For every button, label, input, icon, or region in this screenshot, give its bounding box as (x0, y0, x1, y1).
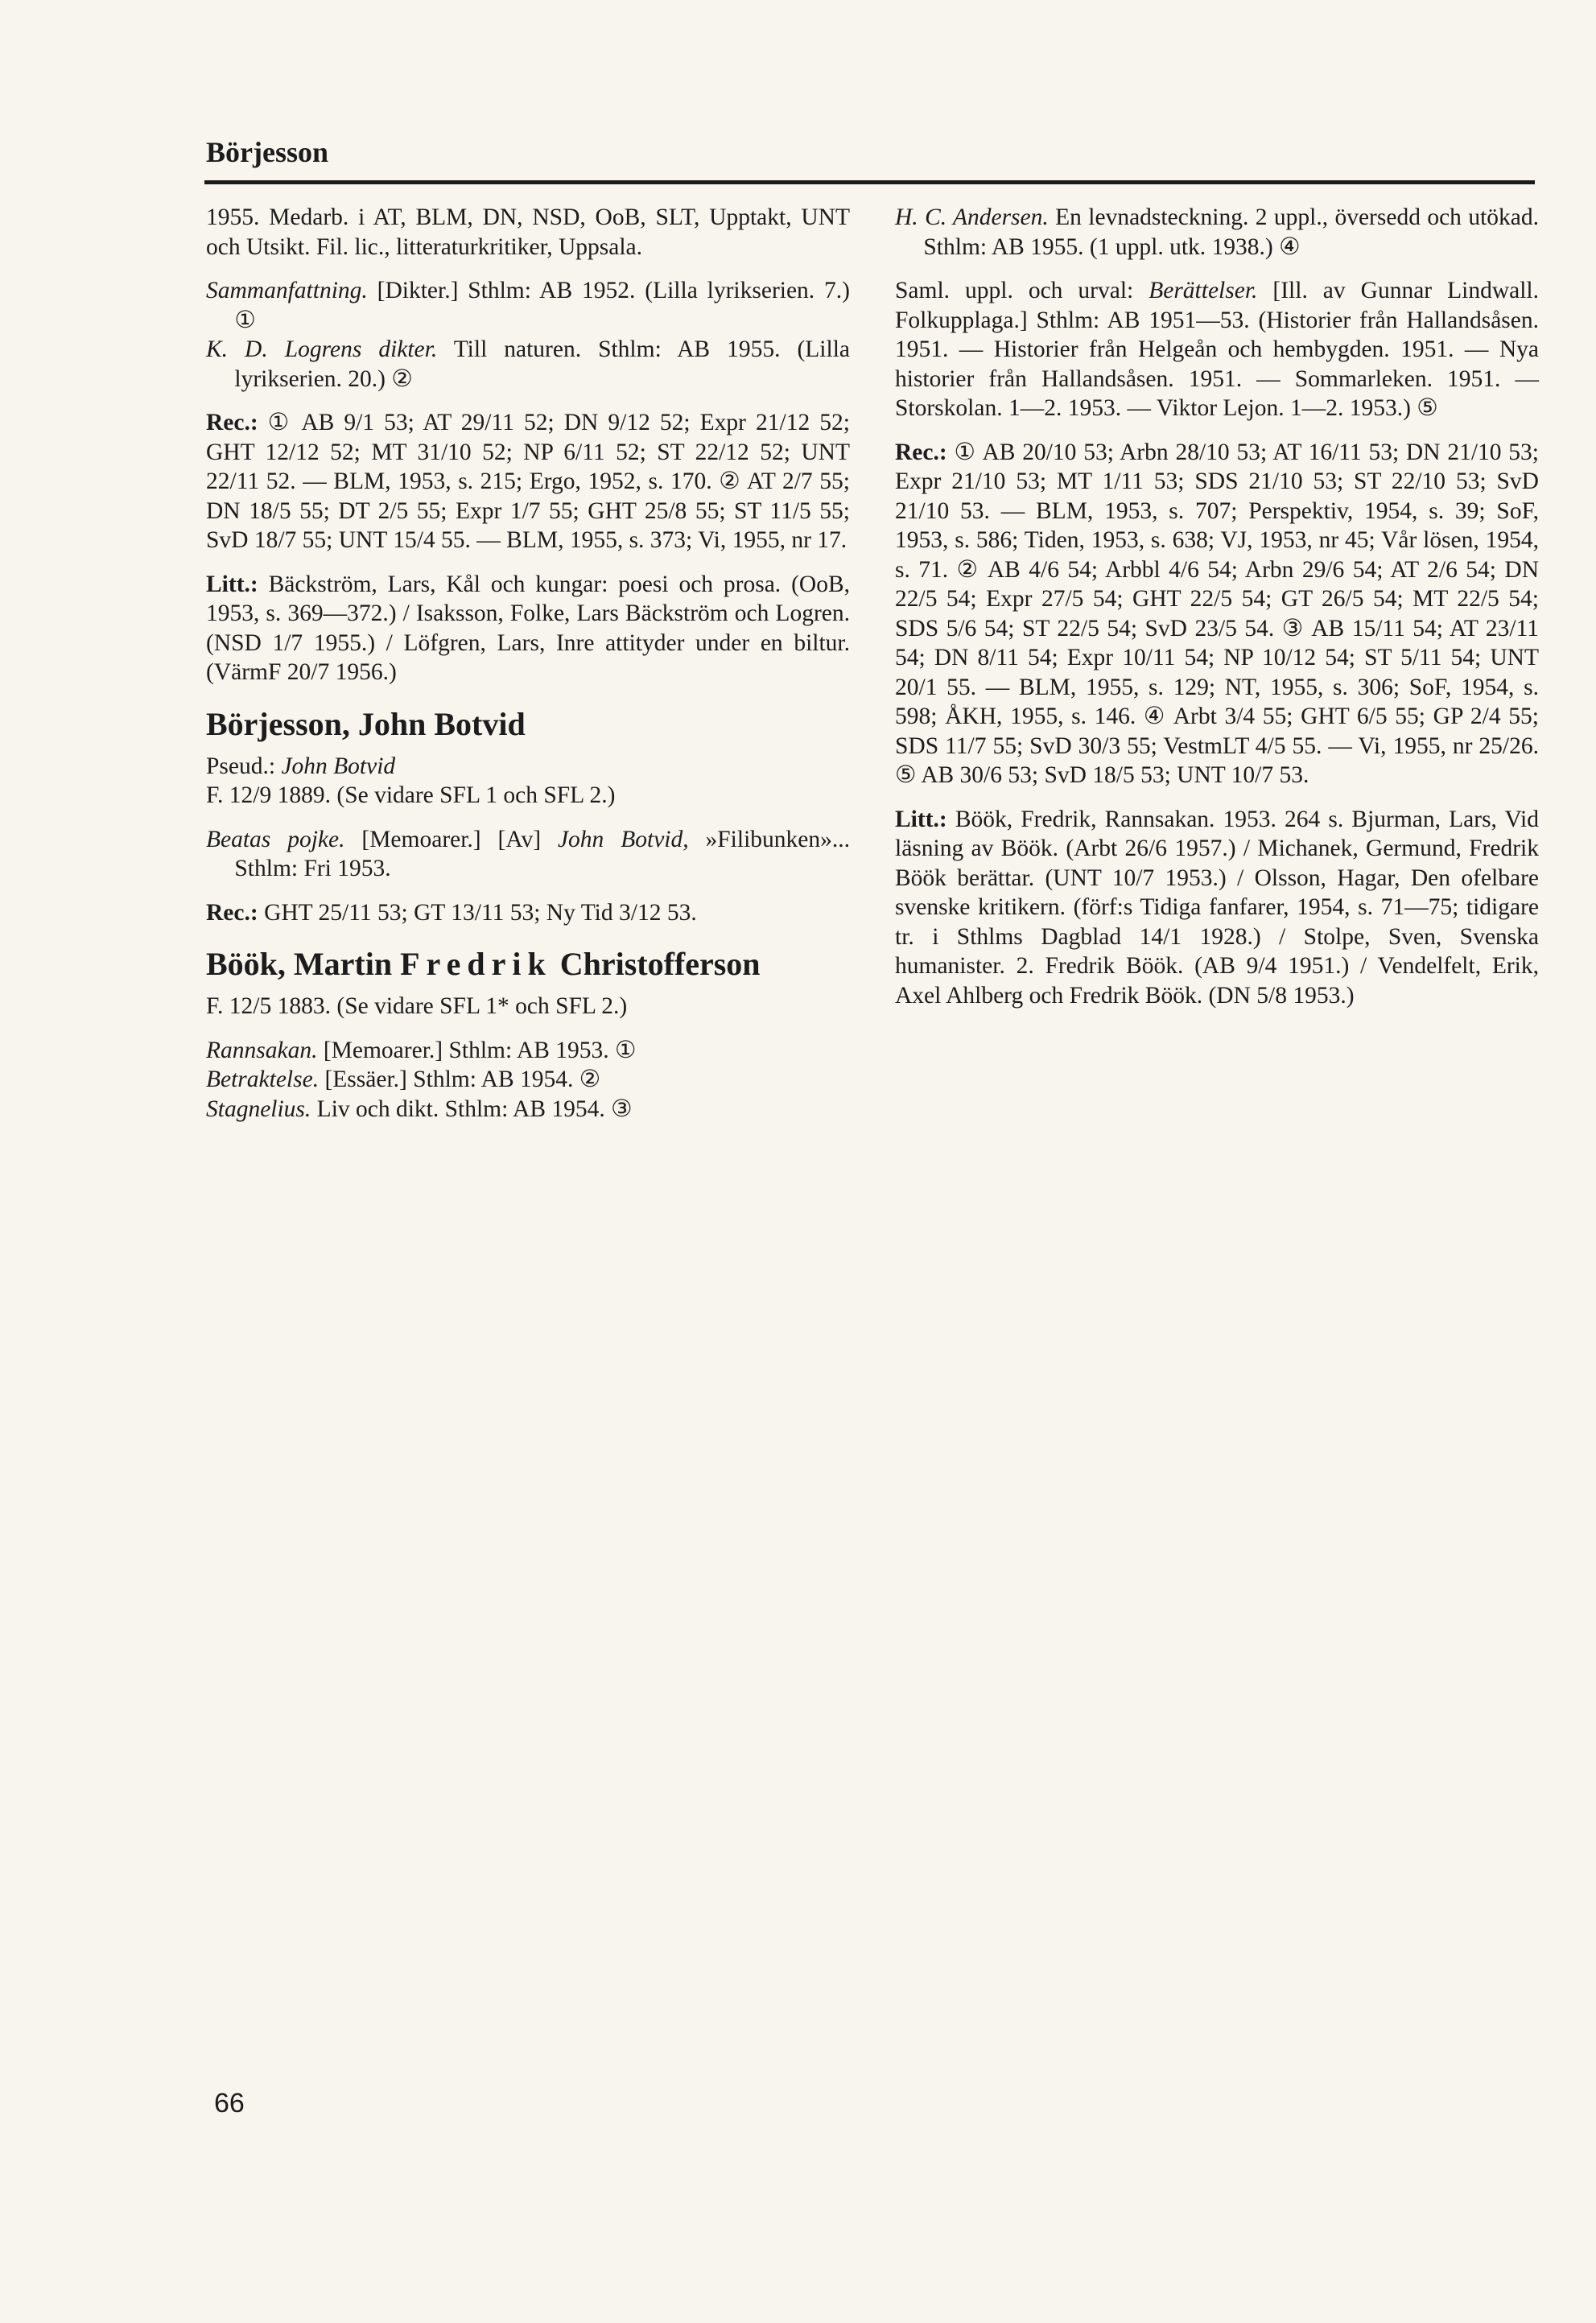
entry2-work (206, 825, 850, 884)
work-title: K. D. Logrens dikter. (206, 336, 438, 362)
entry3-work-1 (206, 1036, 850, 1066)
work-title: Betraktelse. (206, 1067, 320, 1092)
entry3-collected-works (895, 276, 1539, 423)
entry3-work-2 (206, 1065, 850, 1095)
work-title: H. C. Andersen. (895, 204, 1049, 230)
work-details: [Memoarer.] Sthlm: AB 1953. ① (317, 1037, 637, 1063)
entry2-heading: Börjesson, John Botvid (206, 705, 526, 742)
rec-label: Rec.: (206, 899, 258, 926)
work-details: [Memoarer.] [Av] (344, 826, 558, 852)
entry1-reviews (206, 408, 850, 555)
left-column (206, 203, 850, 1138)
entry3-literature (895, 805, 1539, 1011)
page-number: 66 (214, 2088, 245, 2119)
entry3-work-3 (206, 1095, 850, 1124)
collected-prefix: Saml. uppl. och urval: (895, 278, 1149, 303)
rec-label: Rec.: (895, 439, 947, 465)
work-author: John Botvid, (557, 826, 689, 852)
work-details: Till naturen. Sthlm: AB 1955. (Lilla lyrikserien. 20.) ② (234, 336, 850, 392)
right-column (895, 203, 1539, 1025)
heading-spaced-name: Fredrik (400, 946, 552, 982)
entry2-born: F. 12/9 1889. (Se vidare SFL 1 och SFL 2.) (206, 782, 616, 808)
entry1-work-1 (206, 276, 850, 335)
work-title: Sammanfattning. (206, 278, 368, 303)
running-title: Börjesson (206, 136, 328, 168)
entry2-pseudonym (206, 752, 850, 782)
work-details: »Filibunken»... Sthlm: Fri 1953. (234, 826, 850, 881)
entry3-heading (206, 945, 850, 984)
litt-text: Böök, Fredrik, Rannsakan. 1953. 264 s. Bjurman, Lars, Vid läsning av Böök. (Arbt 26/6 1957.) / Michanek, Germund, Fredrik Böök berättar. (UNT 10/7 1953.) / Olsson, Hagar, Den ofelbare svenske kritikern. (förf:s Tidiga fanfarer, 1954, s. 71—75; tidigare tr. i Sthlms Dagblad 14/1 1928.) / Stolpe, Sven, Svenska humanister. 2. Fredrik Böök. (AB 9/4 1951.) / Vendelfelt, Erik, Axel Ahlberg och Fredrik Böök. (DN 5/8 1953.) (895, 806, 1539, 1009)
entry3-work-4 (895, 203, 1539, 262)
work-details: [Ill. av Gunnar Lindwall. Folkupplaga.] Sthlm: AB 1951—53. (Historier från Hallandsåsen. 1951. — Historier från Helgeån och hembygden. 1951. — Nya historier från Hallandsåsen. 1951. — Sommarleken. 1951. — Storskolan. 1—2. 1953. — Viktor Lejon. 1—2. 1953.) ⑤ (895, 278, 1539, 421)
litt-label: Litt.: (206, 571, 258, 597)
entry2-reviews (206, 898, 850, 928)
work-title: Berättelser. (1149, 278, 1258, 303)
work-title: Stagnelius. (206, 1095, 311, 1122)
heading-part: Christofferson (551, 946, 761, 982)
work-details: [Essäer.] Sthlm: AB 1954. ② (319, 1067, 601, 1092)
entry1-work-2 (206, 335, 850, 394)
work-details: En levnadsteckning. 2 uppl., översedd och utökad. Sthlm: AB 1955. (1 uppl. utk. 1938.) ④ (923, 204, 1539, 260)
heading-part: Böök, Martin (206, 946, 401, 982)
work-title: Beatas pojke. (206, 826, 345, 852)
rec-text: GHT 25/11 53; GT 13/11 53; Ny Tid 3/12 53. (258, 899, 697, 926)
entry1-literature (206, 570, 850, 687)
entry3-reviews (895, 438, 1539, 790)
rec-label: Rec.: (206, 410, 258, 435)
litt-text: Bäckström, Lars, Kål och kungar: poesi och prosa. (OoB, 1953, s. 369—372.) / Isaksson, Folke, Lars Bäckström och Logren. (NSD 1/7 1955.) / Löfgren, Lars, Inre attityder under en biltur. (VärmF 20/7 1956.) (206, 571, 850, 685)
rec-text: ① AB 9/1 53; AT 29/11 52; DN 9/12 52; Expr 21/12 52; GHT 12/12 52; MT 31/10 52; NP 6/11 52; ST 22/12 52; UNT 22/11 52. — BLM, 1953, s. 215; Ergo, 1952, s. 170. ② AT 2/7 55; DN 18/5 55; DT 2/5 55; Expr 1/7 55; GHT 25/8 55; ST 11/5 55; SvD 18/7 55; UNT 15/4 55. — BLM, 1955, s. 373; Vi, 1955, nr 17. (206, 410, 850, 553)
entry1-career: 1955. Medarb. i AT, BLM, DN, NSD, OoB, SLT, Upptakt, UNT och Utsikt. Fil. lic., litteraturkritiker, Uppsala. (206, 204, 850, 260)
header-rule (204, 180, 1535, 184)
work-details: Liv och dikt. Sthlm: AB 1954. ③ (311, 1095, 633, 1122)
rec-text: ① AB 20/10 53; Arbn 28/10 53; AT 16/11 53; DN 21/10 53; Expr 21/10 53; MT 1/11 53; SDS 21/10 53; ST 22/10 53; SvD 21/10 53. — BLM, 1953, s. 707; Perspektiv, 1954, s. 39; SoF, 1953, s. 586; Tiden, 1953, s. 638; VJ, 1953, nr 45; Vår lösen, 1954, s. 71. ② AB 4/6 54; Arbbl 4/6 54; Arbn 29/6 54; AT 2/6 54; DN 22/5 54; Expr 27/5 54; GHT 22/5 54; GT 26/5 54; MT 22/5 54; SDS 5/6 54; ST 22/5 54; SvD 23/5 54. ③ AB 15/11 54; AT 23/11 54; DN 8/11 54; Expr 10/11 54; NP 10/12 54; ST 5/11 54; UNT 20/1 55. — BLM, 1955, s. 129; NT, 1955, s. 306; SoF, 1954, s. 598; ÅKH, 1955, s. 146. ④ Arbt 3/4 55; GHT 6/5 55; GP 2/4 55; SDS 11/7 55; SvD 30/3 55; VestmLT 4/5 55. — Vi, 1955, nr 25/26. ⑤ AB 30/6 53; SvD 18/5 53; UNT 10/7 53. (895, 439, 1539, 788)
pseud-name: John Botvid (281, 753, 396, 779)
work-title: Rannsakan. (206, 1037, 318, 1063)
pseud-label: Pseud.: (206, 753, 282, 779)
entry3-born: F. 12/5 1883. (Se vidare SFL 1* och SFL 2.) (206, 993, 628, 1019)
work-details: [Dikter.] Sthlm: AB 1952. (Lilla lyrikserien. 7.) ① (234, 278, 850, 333)
litt-label: Litt.: (895, 806, 947, 832)
